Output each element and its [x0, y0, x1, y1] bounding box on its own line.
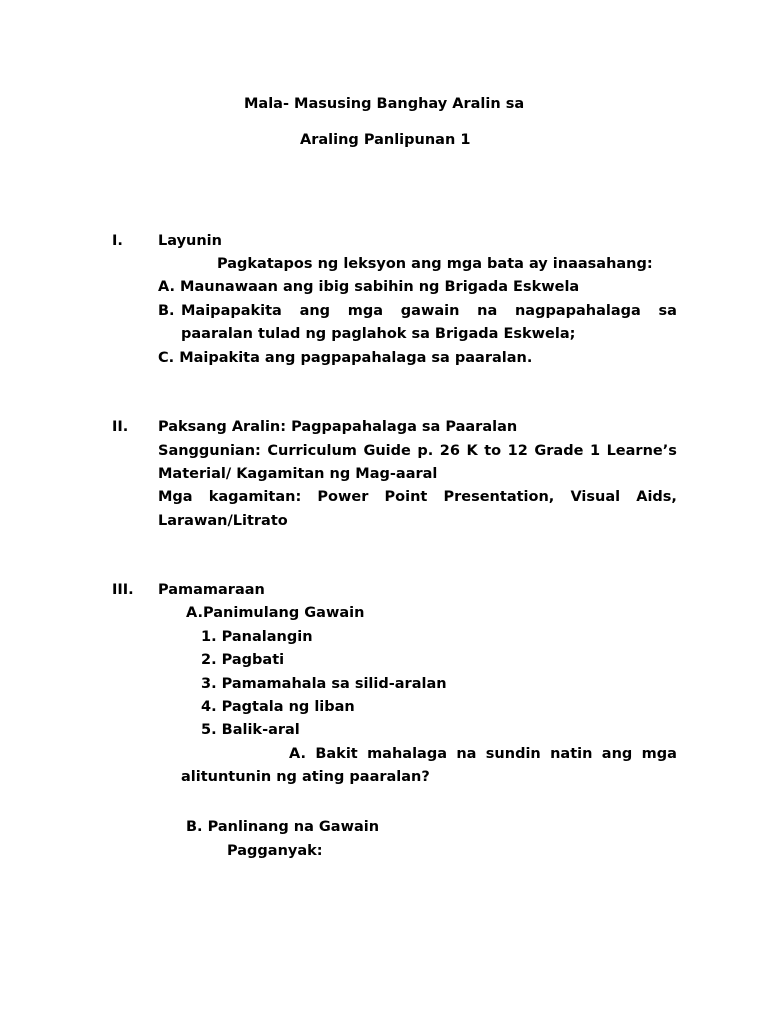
- objective-b-line-1: [181, 301, 677, 321]
- kagamitan-line-1: [158, 487, 677, 507]
- kagamitan-word: Mga: [158, 489, 193, 505]
- balik-aral-question-word: A.: [289, 746, 306, 762]
- section-3-numeral: III.: [112, 582, 134, 598]
- sanggunian-word: to: [484, 443, 502, 459]
- sanggunian-line-1: [158, 441, 677, 461]
- sanggunian-word: Learne’s: [606, 443, 677, 459]
- objective-a: A. Maunawaan ang ibig sabihin ng Brigada Eskwela: [158, 279, 580, 295]
- sanggunian-word: Sanggunian:: [158, 443, 261, 459]
- section-1-heading: Layunin: [158, 233, 222, 249]
- objective-b-line-2: paaralan tulad ng paglahok sa Brigada Eskwela;: [181, 326, 576, 342]
- section-2-numeral: II.: [112, 419, 129, 435]
- kagamitan-word: Aids,: [636, 489, 677, 505]
- balik-aral-question-word: na: [456, 746, 477, 762]
- kagamitan-word: Visual: [570, 489, 621, 505]
- kagamitan-line-2: Larawan/Litrato: [158, 513, 288, 529]
- balik-aral-question-word: Bakit: [315, 746, 358, 762]
- section-3-heading: Pamamaraan: [158, 582, 265, 598]
- section-1-numeral: I.: [112, 233, 123, 249]
- sanggunian-word: p.: [417, 443, 434, 459]
- sanggunian-word: K: [466, 443, 478, 459]
- title-line-2: Araling Panlipunan 1: [300, 132, 471, 148]
- objective-b-word: na: [477, 303, 498, 319]
- objective-b-letter: B.: [158, 303, 175, 319]
- step-5: 5. Balik-aral: [201, 722, 300, 738]
- sanggunian-word: Guide: [363, 443, 411, 459]
- balik-aral-question-word: mahalaga: [367, 746, 447, 762]
- kagamitan-word: Point: [384, 489, 428, 505]
- balik-aral-question-line-1: [289, 744, 677, 764]
- kagamitan-word: kagamitan:: [208, 489, 302, 505]
- sanggunian-word: 26: [439, 443, 460, 459]
- balik-aral-question-word: ang: [601, 746, 633, 762]
- sanggunian-word: 12: [507, 443, 528, 459]
- objective-b-word: gawain: [400, 303, 460, 319]
- kagamitan-word: Presentation,: [443, 489, 555, 505]
- step-1: 1. Panalangin: [201, 629, 313, 645]
- sanggunian-word: 1: [589, 443, 601, 459]
- balik-aral-question-line-2: alituntunin ng ating paaralan?: [181, 769, 430, 785]
- objective-b-word: nagpapahalaga: [514, 303, 641, 319]
- step-3: 3. Pamamahala sa silid-aralan: [201, 676, 447, 692]
- pagganyak: Pagganyak:: [227, 843, 323, 859]
- section-1-intro: Pagkatapos ng leksyon ang mga bata ay inaasahang:: [217, 256, 653, 272]
- objective-b-word: mga: [347, 303, 384, 319]
- balik-aral-question-word: mga: [641, 746, 677, 762]
- paksang-aralin: Paksang Aralin: Pagpapahalaga sa Paaralan: [158, 419, 518, 435]
- objective-b-word: ang: [299, 303, 331, 319]
- panimulang-gawain: A.Panimulang Gawain: [186, 605, 365, 621]
- objective-c: C. Maipakita ang pagpapahalaga sa paaralan.: [158, 350, 533, 366]
- objective-b-word: sa: [658, 303, 677, 319]
- balik-aral-question-word: natin: [550, 746, 593, 762]
- title-line-1: Mala- Masusing Banghay Aralin sa: [244, 96, 525, 112]
- sanggunian-word: Grade: [534, 443, 584, 459]
- balik-aral-question-word: sundin: [485, 746, 541, 762]
- panlinang-na-gawain: B. Panlinang na Gawain: [186, 819, 380, 835]
- sanggunian-line-2: Material/ Kagamitan ng Mag-aaral: [158, 466, 438, 482]
- kagamitan-word: Power: [317, 489, 369, 505]
- step-2: 2. Pagbati: [201, 652, 285, 668]
- sanggunian-word: Curriculum: [267, 443, 357, 459]
- step-4: 4. Pagtala ng liban: [201, 699, 355, 715]
- objective-b-word: Maipapakita: [181, 303, 282, 319]
